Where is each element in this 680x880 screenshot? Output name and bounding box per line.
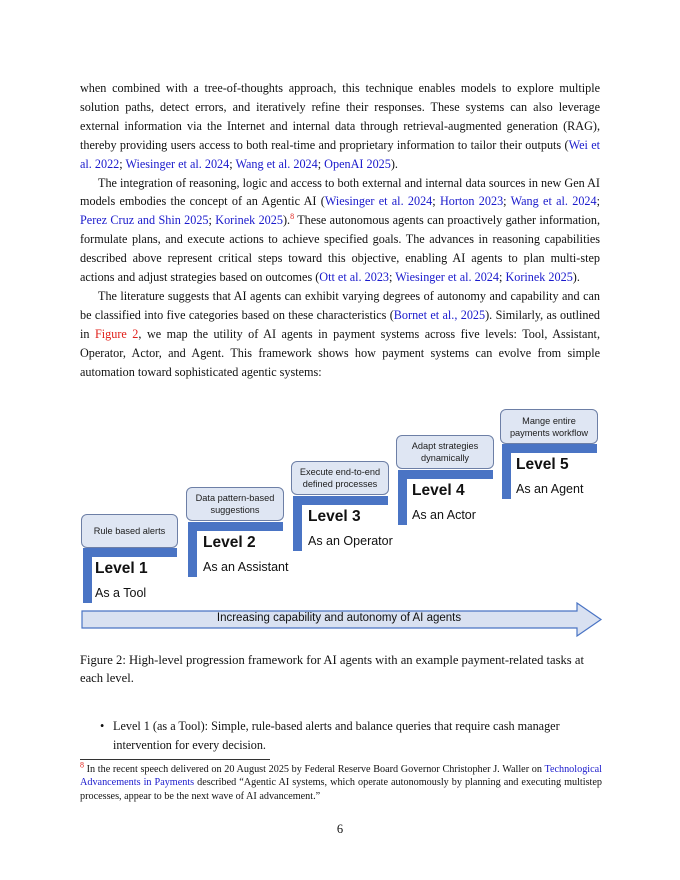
speech-link[interactable]: Technological Advancements in Payments bbox=[80, 764, 602, 789]
citation-link[interactable]: Wiesinger et al. 2024 bbox=[324, 194, 433, 209]
task-label: Execute end-to-end defined processes bbox=[299, 467, 381, 489]
footnote-number: 8 bbox=[80, 760, 84, 770]
citation-link[interactable]: Wang et al. 2024 bbox=[510, 194, 597, 209]
text-span: ). bbox=[282, 213, 291, 228]
level-2-task-box bbox=[186, 487, 284, 521]
body-text bbox=[80, 79, 600, 382]
text-span: , we map the utility of AI agents in payment systems across five levels: Tool, Assistant, Operator, Actor, and Agent. This framework shows how payment systems can evolve from simple automation toward sophisticated agentic systems: bbox=[80, 326, 600, 379]
level-5-step-top bbox=[502, 444, 597, 453]
level-3-step-side bbox=[293, 496, 302, 551]
citation-link[interactable]: Wang et al. 2024 bbox=[235, 156, 318, 171]
footnote bbox=[80, 760, 602, 803]
level-5-task-box bbox=[500, 409, 598, 444]
bullet-icon: • bbox=[100, 719, 105, 733]
text-span: ). bbox=[572, 270, 580, 285]
citation-link[interactable]: Perez Cruz and Shin 2025 bbox=[80, 213, 209, 228]
text-span: In the recent speech delivered on 20 August 2025 by Federal Reserve Board Governor Christopher J. Waller on bbox=[84, 764, 545, 775]
level-1-step-side bbox=[83, 548, 92, 603]
task-label: Mange entire payments workflow bbox=[509, 415, 589, 438]
level-3-role: As an Operator bbox=[308, 534, 393, 548]
citation-link[interactable]: Wiesinger et al. 2024 bbox=[395, 270, 499, 285]
citation-link[interactable]: Bornet et al., 2025 bbox=[393, 307, 486, 322]
footnote-divider bbox=[80, 759, 270, 760]
list-item-text: Level 1 (as a Tool): Simple, rule-based alerts and balance queries that require cash manager intervention for every decision. bbox=[113, 719, 560, 752]
task-label: Rule based alerts bbox=[93, 526, 166, 536]
separator: ; bbox=[596, 194, 601, 209]
level-2-title: Level 2 bbox=[203, 534, 256, 551]
separator: ; bbox=[432, 194, 440, 209]
level-5-role: As an Agent bbox=[516, 482, 584, 496]
level-3-title: Level 3 bbox=[308, 508, 361, 525]
level-1-title: Level 1 bbox=[95, 560, 148, 577]
figure-reference-link[interactable]: Figure 2 bbox=[94, 326, 139, 341]
level-2-role: As an Assistant bbox=[203, 560, 289, 574]
citation-link[interactable]: Korinek 2025 bbox=[505, 270, 573, 285]
level-5-step-side bbox=[502, 444, 511, 499]
arrow-label: Increasing capability and autonomy of AI agents bbox=[216, 612, 462, 624]
level-1-step-top bbox=[83, 548, 177, 557]
text-span: The literature suggests that AI agents can exhibit varying degrees of autonomy and capability and can be classified into five categories based on these characteristics ( bbox=[80, 288, 600, 322]
task-label: Adapt strategies dynamically bbox=[411, 441, 479, 463]
level-1-task-box bbox=[81, 514, 178, 548]
text-span: The integration of reasoning, logic and access to both external and internal data sources in new Gen AI models embodies the concept of an Agentic AI ( bbox=[80, 175, 600, 209]
footnote-marker[interactable]: 8 bbox=[290, 212, 295, 222]
citation-link[interactable]: Wei et al. 2022 bbox=[80, 137, 601, 171]
level-5-title: Level 5 bbox=[516, 456, 569, 473]
level-4-step-top bbox=[398, 470, 493, 479]
separator: ; bbox=[208, 213, 216, 228]
level-2-step-side bbox=[188, 522, 197, 577]
paragraph-1 bbox=[80, 79, 600, 174]
task-label: Data pattern-based suggestions bbox=[195, 493, 275, 515]
citation-link[interactable]: Ott et al. 2023 bbox=[319, 270, 390, 285]
level-4-role: As an Actor bbox=[412, 508, 476, 522]
text-span: ). bbox=[390, 156, 398, 171]
list-item bbox=[100, 717, 600, 755]
separator: ; bbox=[389, 270, 396, 285]
paragraph-3 bbox=[80, 287, 600, 382]
level-2-step-top bbox=[188, 522, 283, 531]
separator: ; bbox=[499, 270, 506, 285]
level-1-role: As a Tool bbox=[95, 586, 147, 600]
level-4-task-box bbox=[396, 435, 494, 469]
paragraph-2 bbox=[80, 174, 600, 287]
figure-2 bbox=[80, 405, 604, 645]
level-4-step-side bbox=[398, 470, 407, 525]
text-span: These autonomous agents can proactively gather information, formulate plans, and execute actions to achieve specified goals. The advances in reasoning capabilities described above represent critical steps toward this objective, enabling AI agents to plan multi-step actions and adjust strategies based on outcomes ( bbox=[80, 213, 600, 285]
citation-link[interactable]: OpenAI 2025 bbox=[324, 156, 391, 171]
separator: ; bbox=[503, 194, 511, 209]
level-3-step-top bbox=[293, 496, 388, 505]
text-span: when combined with a tree-of-thoughts approach, this technique enables models to explore multiple solution paths, detect errors, and iteratively refine their responses. These systems can also leverage external information via the Internet and internal data through retrieval-augmented generation (RAG), thereby providing users access to both real-time and proprietary information to tailor their outputs ( bbox=[80, 81, 600, 152]
text-span: ). Similarly, as outlined in bbox=[80, 307, 601, 341]
figure-caption: Figure 2: High-level progression framework for AI agents with an example payment-related tasks at each level. bbox=[80, 653, 584, 685]
separator: ; bbox=[229, 156, 236, 171]
citation-link[interactable]: Korinek 2025 bbox=[215, 213, 283, 228]
citation-link[interactable]: Wiesinger et al. 2024 bbox=[125, 156, 230, 171]
page-number: 6 bbox=[336, 822, 344, 836]
level-3-task-box bbox=[291, 461, 389, 495]
separator: ; bbox=[317, 156, 325, 171]
separator: ; bbox=[119, 156, 126, 171]
level-4-title: Level 4 bbox=[412, 482, 465, 499]
text-span: described “Agentic AI systems, which operate autonomously by planning and executing multistep processes, appear to be the next wave of AI advancement.” bbox=[80, 777, 602, 802]
citation-link[interactable]: Horton 2023 bbox=[439, 194, 504, 209]
